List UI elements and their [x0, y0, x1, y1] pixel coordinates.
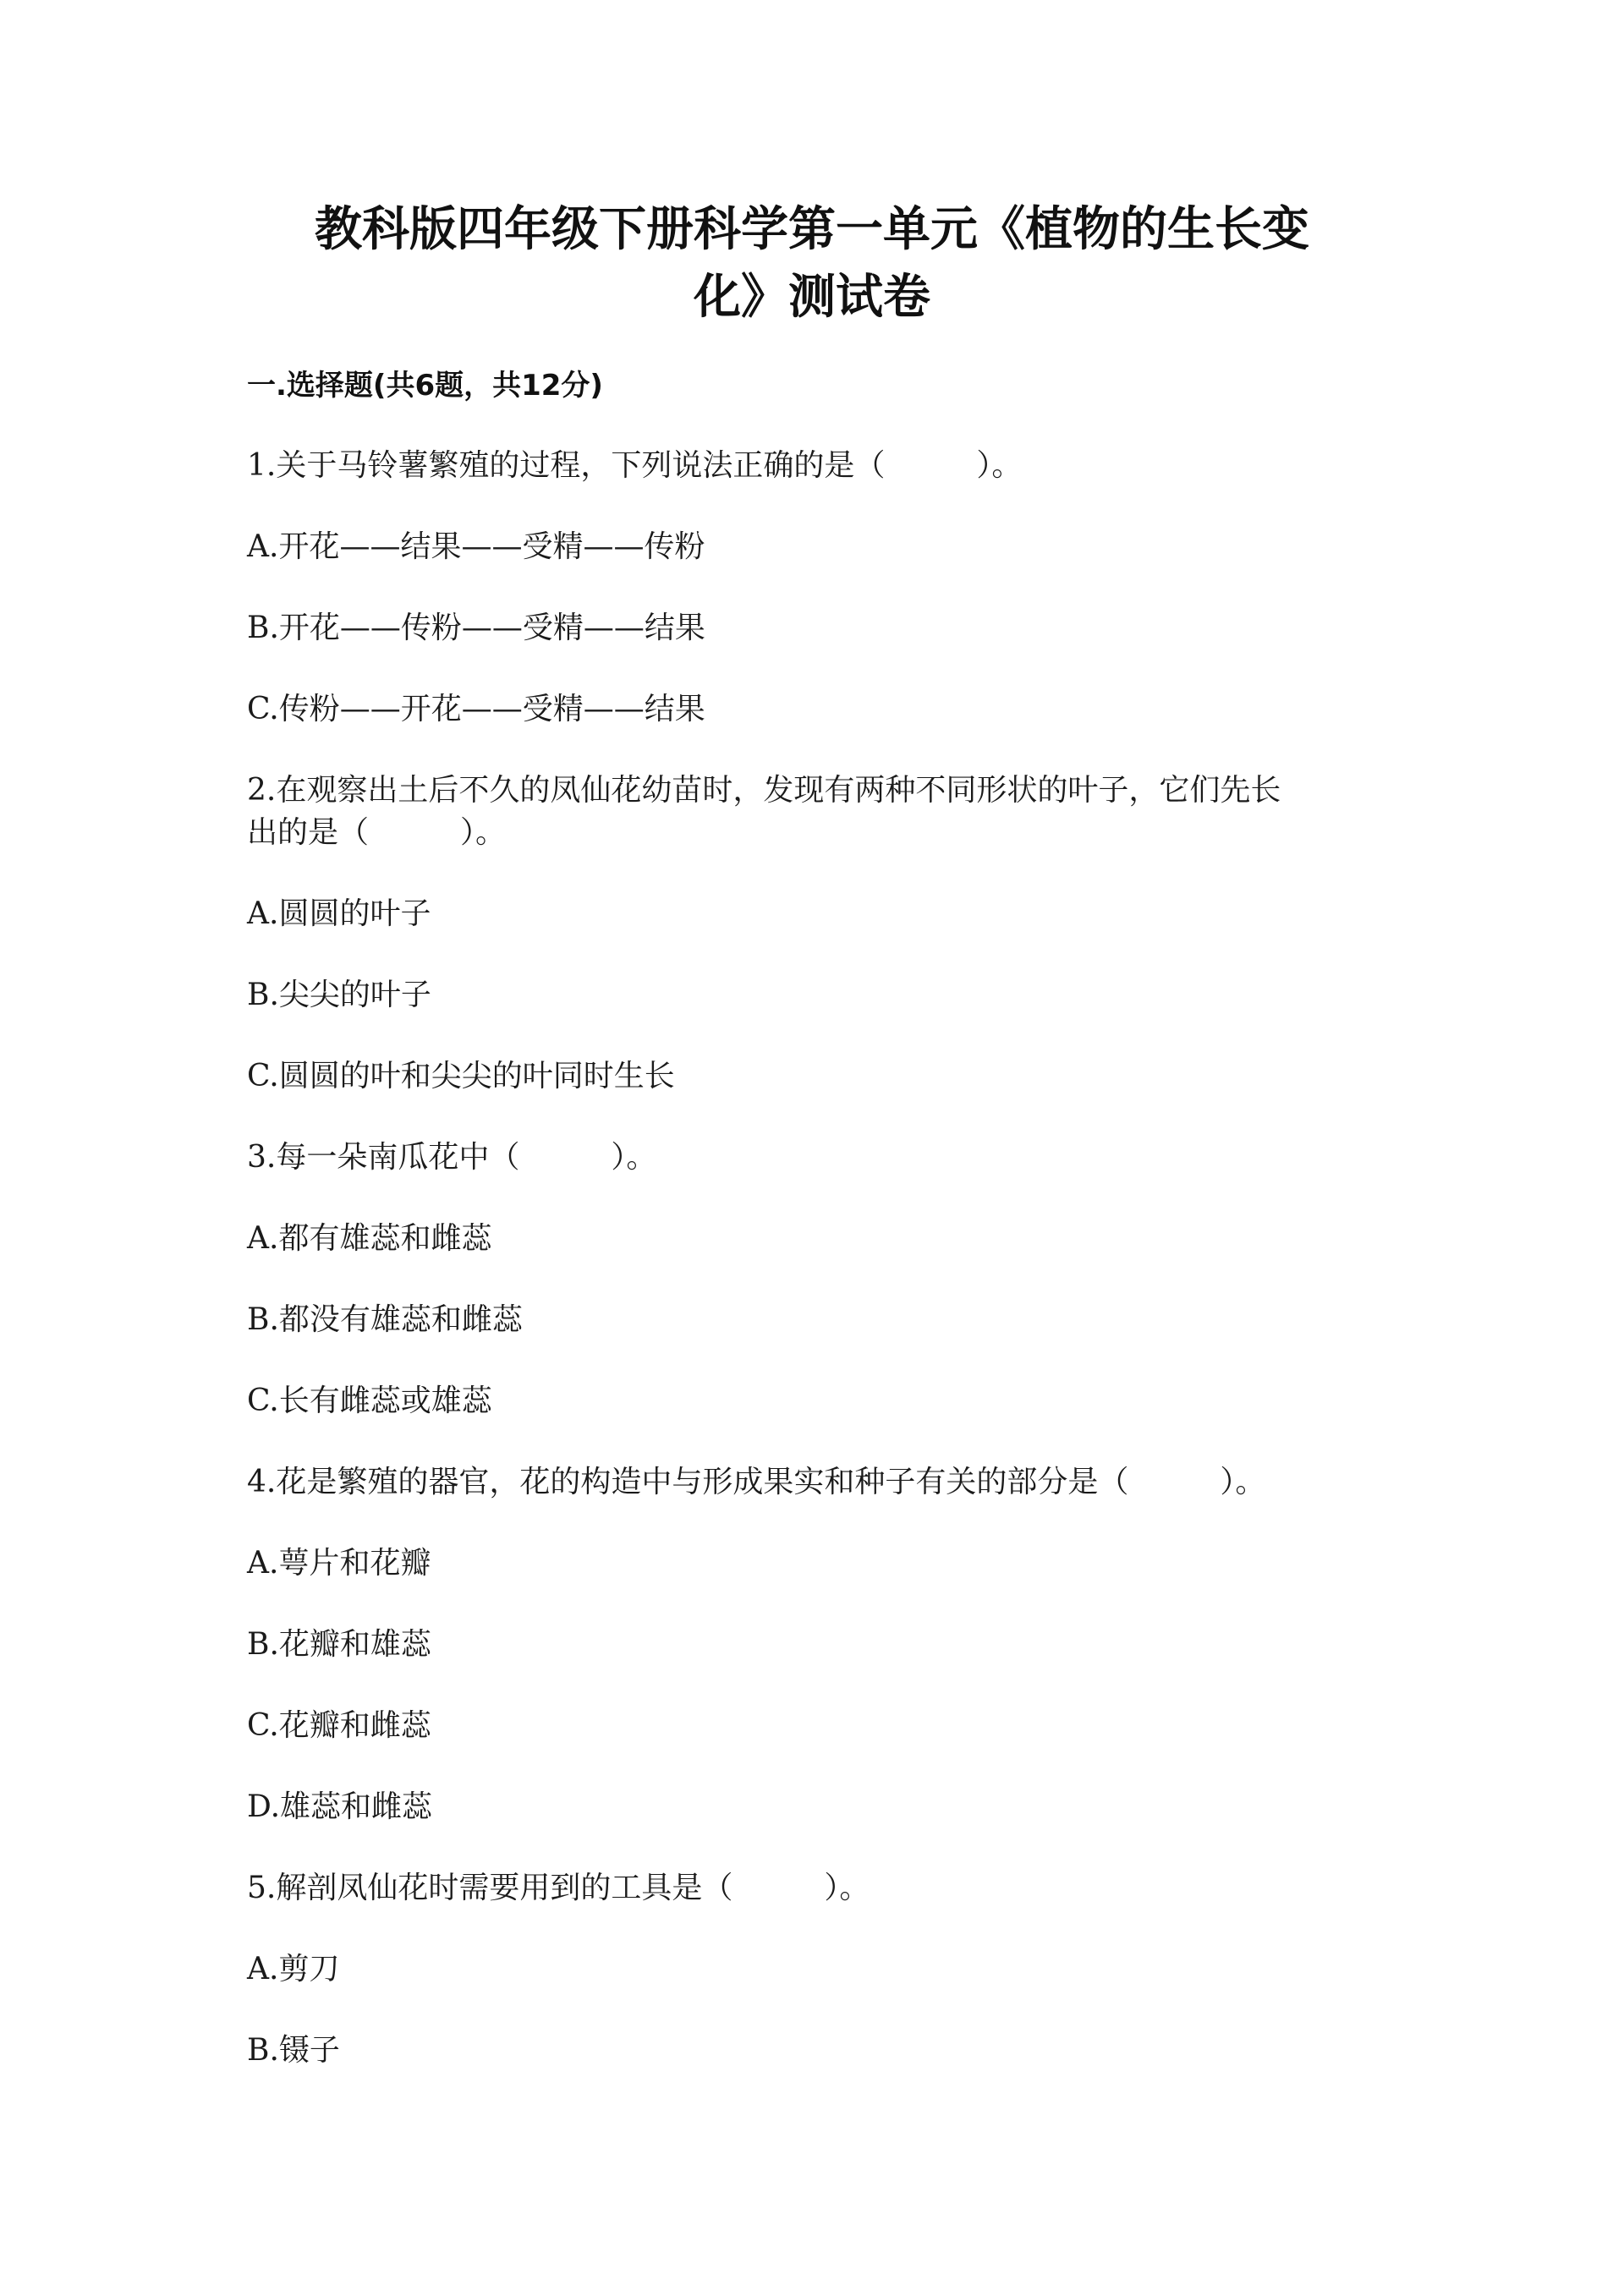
- question-4-option-b: B.花瓣和雄蕊: [247, 1627, 431, 1662]
- question-2-option-c: C.圆圆的叶和尖尖的叶同时生长: [247, 1059, 675, 1093]
- question-5-stem: 5.解剖凤仙花时需要用到的工具是（ ）。: [247, 1871, 870, 1905]
- question-4-option-d: D.雄蕊和雌蕊: [247, 1789, 433, 1824]
- question-1-option-a: A.开花——结果——受精——传粉: [247, 529, 705, 564]
- exam-title-line-1: 教科版四年级下册科学第一单元《植物的生长变: [315, 202, 1309, 257]
- question-4-option-a: A.萼片和花瓣: [247, 1546, 431, 1581]
- question-3-option-a: A.都有雄蕊和雌蕊: [247, 1221, 492, 1256]
- question-2-option-a: A.圆圆的叶子: [247, 896, 431, 931]
- question-1-option-b: B.开花——传粉——受精——结果: [247, 611, 705, 645]
- question-2-stem-line-2: 出的是（ ）。: [247, 815, 507, 850]
- question-5-option-b: B.镊子: [247, 2033, 340, 2068]
- section-heading-multiple-choice: 一.选择题(共6题，共12分): [247, 369, 603, 403]
- question-2-option-b: B.尖尖的叶子: [247, 978, 431, 1012]
- exam-title-line-2: 化》测试卷: [694, 270, 930, 325]
- question-1-stem: 1.关于马铃薯繁殖的过程，下列说法正确的是（ ）。: [247, 448, 1023, 483]
- question-3-option-b: B.都没有雄蕊和雌蕊: [247, 1302, 523, 1337]
- question-4-stem: 4.花是繁殖的器官，花的构造中与形成果实和种子有关的部分是（ ）。: [247, 1465, 1266, 1499]
- question-3-stem: 3.每一朵南瓜花中（ ）。: [247, 1140, 657, 1175]
- question-4-option-c: C.花瓣和雌蕊: [247, 1708, 431, 1743]
- question-2-stem-line-1: 2.在观察出土后不久的凤仙花幼苗时，发现有两种不同形状的叶子，它们先长: [247, 773, 1281, 808]
- question-5-option-a: A.剪刀: [247, 1952, 340, 1986]
- question-1-option-c: C.传粉——开花——受精——结果: [247, 692, 705, 726]
- question-3-option-c: C.长有雌蕊或雄蕊: [247, 1384, 492, 1418]
